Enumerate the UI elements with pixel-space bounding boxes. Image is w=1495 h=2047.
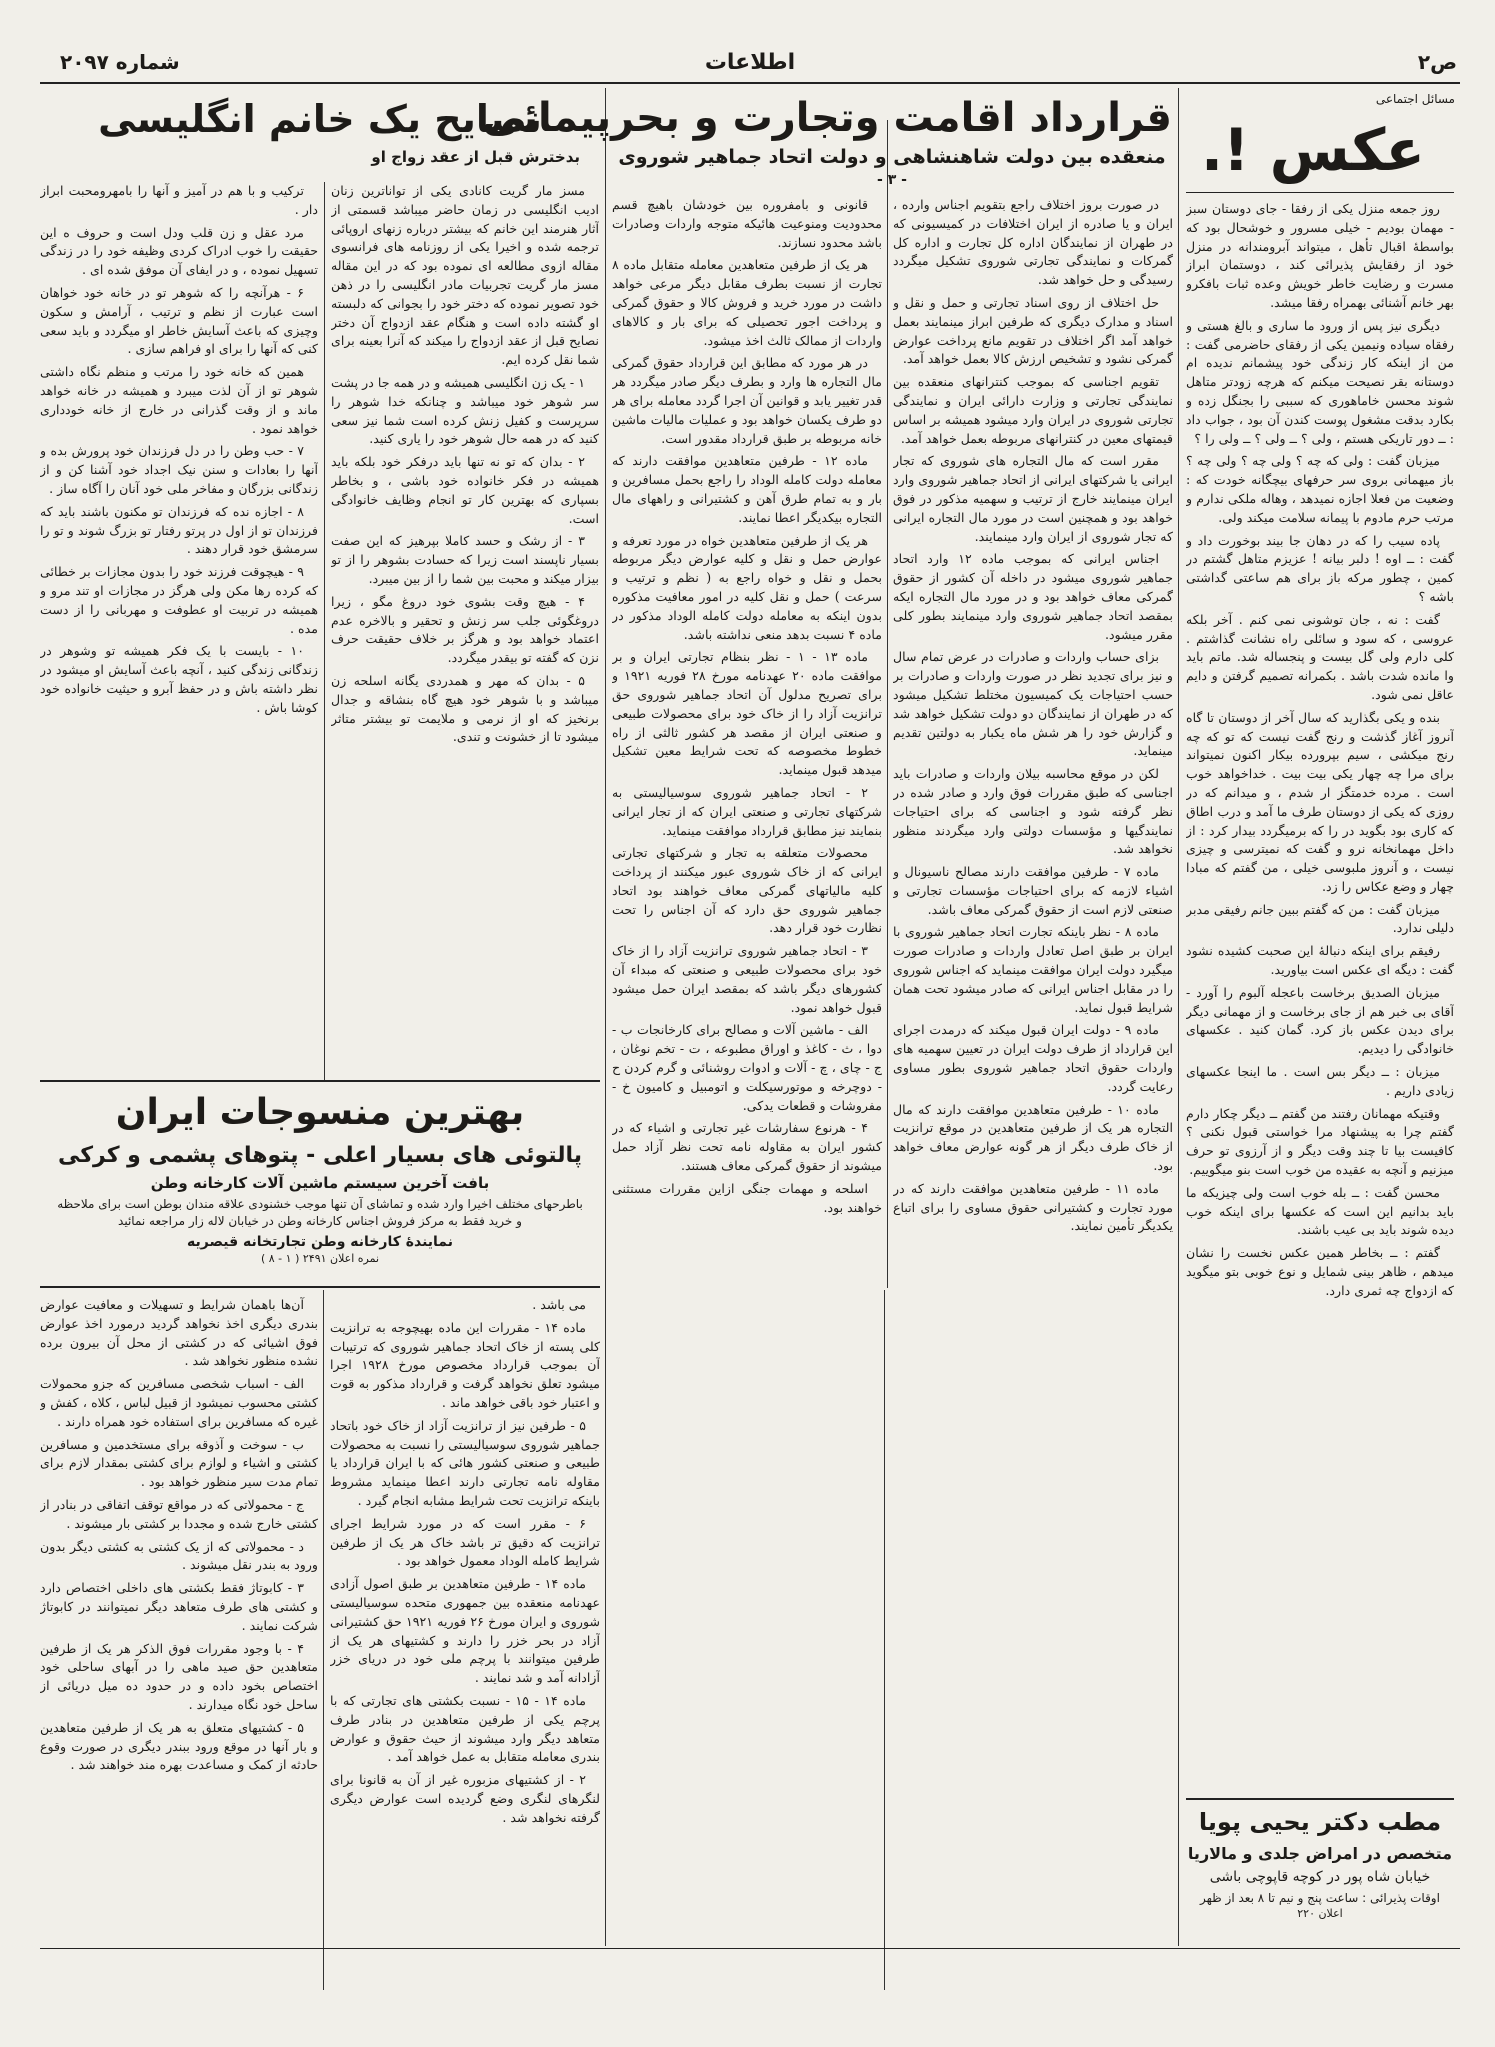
paragraph: رفیقم برای اینکه دنبالهٔ این صحبت کشیده نشود گفت : دیگه ای عکس است بیاورید. <box>1186 943 1454 978</box>
paragraph: در هر مورد که مطابق این قرارداد حقوق گمرکی مال التجاره ها وارد و بطرف دیگر صادر میگردد هر قدر تغییر یابد و قوانین آن اجرا گردد معامله برای هر دو طرف یکسان خواهد بود و عملیات مالیات ماشین خانه مربوطه بر طبق قرارداد مقدور است. <box>612 355 882 446</box>
newspaper-name: اطلاعات <box>704 50 796 75</box>
lower-column-right <box>330 1296 600 1946</box>
paragraph: میزبان گفت : ولی که چه ؟ ولی چه ؟ ولی چه ؟ باز میهمانی بروی سر حرفهای بیچگانه خودت که : وضعیت من فعلا اجازه نمیدهد ، وهاله ملکی ندارم و مرتب حرم مادوم با پیمانه سلامت میکند ولی. <box>1186 453 1454 525</box>
paragraph: ماده ۱۲ - طرفین متعاهدین موافقت دارند که معامله دولت کامله الوداد را راجع بحمل مسافرین و بار و به تمام طرق آهن و کشتیرانی و راههای مال التجاره بیکدیگر اعطا نمایند. <box>612 453 882 525</box>
treaty-body-left <box>612 196 882 1946</box>
paragraph: وقتیکه مهمانان رفتند من گفتم ــ دیگر چکار دارم گفتم چرا به پیشنهاد مرا خواستی قبول نکنی ؟ کافیست بیا تا چند وقت دیگر و از آرزوی تو حرف میزنیم و آنچه به عقیده من خوب است بنو میگوییم. <box>1186 1105 1454 1178</box>
advice-body-right <box>331 182 599 1080</box>
paragraph: دیگری نیز پس از ورود ما ساری و بالغ هستی و رفقاه سیاده ونیمین یکی از رفقای حاضرمی گفت : من از اینکه کار زندگی خود پیشمانم ندیده ام دوستانه بقر نصیحت میکنم که هرچه زودتر متاهل شوند محسن خاماهوری که سببی را بجنگل زده و بکارد بدقت مشغول پوست کندن آن بود ، جواب داد : ــ دور تاریکی هستم ، ولی ؟ ــ ولی ؟ ــ ولی را ؟ <box>1186 317 1454 446</box>
doctor-name: مطب دکتر یحیی پویا <box>1198 1808 1442 1836</box>
paragraph: همین که خانه خود را مرتب و منظم نگاه داشتی شوهر تو از آن لذت میبرد و همیشه در خانه خواهد ماند و از وقت گذرانی در خارج از خانه خودداری خواهد نمود . <box>40 364 318 436</box>
paragraph: ۴ - هرنوع سفارشات غیر تجارتی و اشیاء که در کشور ایران به مقاوله نامه تحت نظر آزاد حمل میشوند از حقوق گمرکی معاف هستند. <box>612 1120 882 1174</box>
paragraph: ۵ - بدان که مهر و همدردی یگانه اسلحه زن میباشد و با شوهر خود هیچ گاه بنشاقه و جدال برنخیز که او از نرمی و ملایمت تو بیشتر متاثر میشود تا از خشونت و تندی. <box>331 672 599 745</box>
textile-title: بهترین منسوجات ایران <box>115 1092 525 1133</box>
paragraph: محسن گفت : ــ بله خوب است ولی چیزیکه ما باید بدانیم این است که عکسها برای اینکه خوب دیده شوند باید بی عیب باشند. <box>1186 1184 1454 1238</box>
footer-rule <box>40 1948 1460 1949</box>
paragraph: مقرر است که مال التجاره های شوروی که تجار ایرانی یا شرکتهای ایرانی از اتحاد جماهیر شوروی وارد ایران مینمایند خارج از ترتیب و سهمیه مذکور در فوق خواهد بود و همچنین است در مورد مال التجاره ایرانی که تجار شوروی از ایران وارد مینمایند. <box>893 453 1173 544</box>
paragraph: ۵ - کشتیهای متعلق به هر یک از طرفین متعاهدین و بار آنها در موقع ورود ببندر دیگری در صورت وقوع حادثه از کمک و مساعدت بهره مند خواهند شد . <box>40 1719 318 1773</box>
paragraph: هر یک از طرفین متعاهدین خواه در مورد تعرفه و عوارض حمل و نقل و کلیه عوارض دیگر مربوطه بحمل و نقل و خواه راجع به ( نظم و ترتیب و سرعت ) حمل و نقل کلیه در امور معافیت مذکوره بدون اینکه به معامله دولت کامله الوداد مذکور در ماده ۴ نسبت بدهد منعی نداشته باشد. <box>612 532 882 642</box>
paragraph: قانونی و بامفروره بین خودشان باهیچ قسم محدودیت ومنوعیت هائیکه متوجه واردات وصادرات باشد محدود نسازند. <box>612 197 882 250</box>
paragraph: گفت : نه ، جان توشونی نمی کنم . آخر بلکه عروسی ، که سود و سائلی راه نشانت گذاشتم . کلی دارم ولی گل بیست و پنجساله شد. ماتم باید وا مانده شدت باشد . بکمرانه تصمیم گرفتن و دایم عاقل نمی شود. <box>1186 611 1454 702</box>
paragraph: ۳ - از رشک و حسد کاملا بپرهیز که این صفت بسیار ناپسند است زیرا که حسادت بشوهر را از تو بیزار میکند و محبت بین شما را از بین میبرد. <box>331 533 599 586</box>
paragraph: ۱۰ - بایست با یک فکر همیشه تو وشوهر در زندگانی زندگی کنید ، آنچه باعث آسایش او میشود در نظر داشته باش و در حفظ آبرو و حیثیت خانواده خود کوشا باش . <box>40 643 318 715</box>
paragraph: محصولات متعلقه به تجار و شرکتهای تجارتی ایرانی که از خاک شوروی عبور میکنند از پرداخت کلیه مالیاتهای گمرکی معاف خواهند بود اتحاد جماهیر شوروی حق دارد که آن اجناس را تحت نظارت خود قرار دهد. <box>612 845 882 936</box>
issue-number: شماره ۲۰۹۷ <box>60 50 180 74</box>
paragraph: در صورت بروز اختلاف راجع بتقویم اجناس وارده ، ایران و یا صادره از ایران اختلافات در کمیسیونی که در طهران از نمایندگان اداره کل تجارت و اداره کل گمرکات و نمایندگی تجارتی شوروی تشکیل میگردد رسیدگی و حل خواهد شد. <box>893 197 1173 288</box>
paragraph: ۲ - بدان که تو نه تنها باید درفکر خود بلکه باید همیشه در فکر خانواده خود باشی ، و بخاطر بسپاری که بهترین کار تو انجام وظایف خانوادگی است. <box>331 454 599 526</box>
textile-products: پالتوئی های بسیار اعلی - پتوهای پشمی و کرکی <box>57 1143 583 1168</box>
paragraph: تقویم اجناسی که بموجب کنترانهای منعقده بین نمایندگی تجارتی و وزارت دارائی ایران و نمایندگی تجارتی شوروی در ایران وارد میشود همیشه بر اساس قیمتهای معین در کنترانهای مربوطه بعمل خواهد آمد. <box>893 374 1173 446</box>
paragraph: حل اختلاف از روی اسناد تجارتی و حمل و نقل و اسناد و مدارک دیگری که طرفین ابراز مینمایند بعمل خواهد آمد اگر اختلاف در تقویم مانع پرداخت عوارض گمرکی نشود و تشخیص ارزش کالا بعمل خواهد آمد. <box>893 294 1173 367</box>
doctor-address: خیابان شاه پور در کوچه قاپوچی باشی <box>1209 1869 1431 1885</box>
textile-ad <box>40 1080 600 1288</box>
advice-title: نصایح یک خانم انگلیسی <box>98 97 542 141</box>
lower-column-left <box>40 1296 318 1946</box>
paragraph: ج - محمولاتی که در مواقع توقف اتفاقی در بنادر از کشتی خارج شده و مجددا بر کشتی بار میشوند . <box>40 1496 318 1531</box>
treaty-part: - ۳ - <box>877 172 907 188</box>
paragraph: ماده ۱۴ - ۱۵ - نسبت بکشتی های تجارتی که با پرچم یکی از طرفین متعاهدین در بنادر طرف متعاهد دیگر وارد میشوند از حیث حقوق و عوارض بندری معامله متقابل به عمل خواهد آمد . <box>330 1692 600 1765</box>
paragraph: آن‌ها باهمان شرایط و تسهیلات و معافیت عوارض بندری دیگری اخذ نخواهد گردید درمورد اخذ عوارض فوق اشیائی که در کشتی از محل آن بیرون برده نشده منظور نخواهد شد . <box>40 1297 318 1369</box>
paragraph: ۶ - هرآنچه را که شوهر تو در خانه خود خواهان است عبارت از نظم و ترتیب ، آرامش و سکون وچیزی که باعث آسایش خاطر او میگردد و باید سعی کنی که آنها را برای او فراهم سازی . <box>40 284 318 357</box>
social-kicker: مسائل اجتماعی <box>1375 92 1455 106</box>
textile-factory: بافت آخرین سیستم ماشین آلات کارخانه وطن <box>150 1174 490 1192</box>
doctor-specialty: متخصص در امراض جلدی و مالاریا <box>1187 1844 1453 1863</box>
paragraph: ترکیب و با هم در آمیز و آنها را بامهرومحبت ابراز دار . <box>40 183 318 217</box>
paragraph: بزای حساب واردات و صادرات در عرض تمام سال و نیز برای تجدید نظر در صورت واردات و صادرات بر حسب احتیاجات یک کمیسیون مختلط تشکیل میشود که در طهران از نمایندگان دو دولت تشکیل خواهد شد و گزارش خود را هر شش ماه یکبار به دولتین تقدیم مینماید. <box>893 649 1173 759</box>
divider-1 <box>1178 88 1179 1946</box>
divider-6 <box>323 1290 324 1990</box>
paragraph: ۶ - مقرر است که در مورد شرایط اجرای ترانزیت که دقیق تر باشد خاک هر یک از طرفین شرایط کامله الوداد معمول خواهد بود . <box>330 1515 600 1569</box>
paragraph: الف - اسباب شخصی مسافرین که جزو محمولات کشتی محسوب نمیشود از قبیل لباس ، کلاه ، کفش و غیره که مسافرین برای استفاده خود همراه دارند . <box>40 1376 318 1429</box>
paragraph: ۲ - از کشتیهای مزبوره غیر از آن به قانونا برای لنگرهای لنگری وضع گردیده است عوارض دیگری گرفته نخواهد شد . <box>330 1772 600 1825</box>
doctor-hours: اوقات پذیرائی : ساعت پنج و نیم تا ۸ بعد از ظهر <box>1200 1891 1440 1905</box>
paragraph: ماده ۹ - دولت ایران قبول میکند که درمدت اجرای این قرارداد از طرف دولت ایران در تعیین سهمیه های واردات حقوق اتحاد جماهیر شوروی بطور مساوی رعایت گردد. <box>893 1022 1173 1094</box>
paragraph: ۴ - با وجود مقررات فوق الذکر هر یک از طرفین متعاهدین حق صید ماهی را در آبهای ساحلی خود اختصاص بخود داده و در حدود ده میل دریائی از ساحل خود نگاه میدارند . <box>40 1640 318 1712</box>
paragraph: اسلحه و مهمات جنگی ازاین مقررات مستثنی خواهند بود. <box>612 1180 882 1215</box>
paragraph: ۵ - طرفین نیز از ترانزیت آزاد از خاک خود باتحاد جماهیر شوروی سوسیالیستی را نسبت به محصولات طبیعی و صنعتی کشور هائی که با ایران قرارداد یا مقاوله نامه تجارتی دارند اعطا مینماید مشروط باینکه ترانزیت تحت شرایط مشابه انجام گیرد . <box>330 1417 600 1508</box>
divider-4 <box>324 182 325 1080</box>
treaty-subtitle: منعقده بین دولت شاهنشاهی و دولت اتحاد جماهیر شوروی <box>618 146 1166 168</box>
paragraph: ماده ۷ - طرفین موافقت دارند مصالح ناسیونال و اشیاء لازمه که برای احتیاجات مؤسسات تجارتی و صنعتی لازم است از حقوق گمرکی معاف باشد. <box>893 864 1173 917</box>
paragraph: ۹ - هیچوقت فرزند خود را بدون مجازات بر خطائی که کرده رها مکن ولی هرگز در مجازات او تند مرو و همیشه در تربیت او عطوفت و مهربانی را از دست مده . <box>40 564 318 636</box>
paragraph: هر یک از طرفین متعاهدین معامله متقابل ماده ۸ تجارت از نسبت بطرف مقابل دیگر مرعی خواهد داشت در مورد خرید و فروش کالا و حقوق گمرکی و پرداخت اجور تحصیلی که برای بار و کالاهای واردات از ممالک ثالث اخذ میشود. <box>612 257 882 348</box>
paragraph: د - محمولاتی که از یک کشتی به کشتی دیگر بدون ورود به بندر نقل میشوند . <box>40 1538 318 1573</box>
paragraph: ۷ - حب وطن را در دل فرزندان خود پرورش بده و آنها را بعادات و سنن نیک اجداد خود آشنا کن و از زندگانی بزرگان و مفاخر ملی خود آنان را آگاه ساز . <box>40 443 318 496</box>
textile-agent: نمایندهٔ کارخانه وطن تجارتخانه قیصریه <box>187 1234 453 1250</box>
paragraph: مرد عقل و زن قلب ودل است و حروف ه این حقیقت را خوب ادراک کردی وظیفه خود را در زندگی تسهیل نموده ، و در ایفای آن موفق شده ای . <box>40 224 318 278</box>
paragraph: ۳ - اتحاد جماهیر شوروی ترانزیت آزاد را از خاک خود برای محصولات طبیعی و صنعتی که مبداء آن کشورهای دیگر باشد که بمقصد ایران حمل میشود قبول خواهد نمود. <box>612 943 882 1015</box>
treaty-title: قرارداد اقامت وتجارت و بحرپیمائی <box>482 95 1172 141</box>
paragraph: ماده ۱۴ - مقررات این ماده بهیچوجه به ترانزیت کلی پسته از خاک اتحاد جماهیر شوروی که ترتیبات آن بموجب قرارداد مخصوص مورخ ۱۹۲۸ اجرا میشود تعلق نخواهد گرفت و قرارداد مذکور به قوت و اعتبار خود باقی خواهد ماند . <box>330 1319 600 1410</box>
masthead-rule <box>40 82 1460 84</box>
paragraph: گفتم : ــ بخاطر همین عکس نخست را نشان میدهم ، ظاهر بینی شمایل و نوع خوبی بتو میگوید که ازدواج چه ثمری دارد. <box>1186 1245 1454 1298</box>
advice-body-left <box>40 182 318 1080</box>
textile-desc: باطرحهای مختلف اخیرا وارد شده و تماشای آن تنها موجب خشنودی علاقه مندان بوطن است برای ملاحظه و خرید فقط به مرکز فروش اجناس کارخانه وطن در خیابان لاله زار مراجعه نمائید <box>57 1197 583 1228</box>
paragraph: روز جمعه منزل یکی از رفقا - جای دوستان سبز - مهمان بودیم - خیلی مسرور و خوشحال بود که بواسطهٔ اقبال تأهل ، میتواند آبرومندانه در منزل خود از رفقایش پذیرائی کند ، دوستمان ابراز مسرت و رضایت خاطر خویش وعده ثبات بافکرو بهر خانم آشنائی بهمراه رفقا میشد. <box>1186 201 1454 310</box>
paragraph: ماده ۱۳ - ۱ - نظر بنظام تجارتی ایران و بر موافقت ماده ۲۰ عهدنامه مورخ ۲۸ فوریه ۱۹۲۱ و برای تصریح مدلول آن اتحاد جماهیر شوروی حق ترانزیت آزاد را از خاک خود برای محصولات طبیعی و صنعتی ایران از مقصد هر کشور ثالثی از راه خطوط مخصوصه که تحت شرایط معین تشکیل میدهد قبول مینماید. <box>612 649 882 778</box>
social-rule <box>1186 192 1454 193</box>
paragraph: میزبان الصدیق برخاست باعجله آلبوم را آورد - آقای بی خبر هم از جای برخاست و از مهمانی دیگر برای دیدن عکس باز کرد. گمان کنید . عکسهای خانوادگی را دیدیم. <box>1186 984 1454 1057</box>
paragraph: ماده ۱۴ - طرفین متعاهدین بر طبق اصول آزادی عهدنامه منعقده بین جمهوری متحده سوسیالیستی شوروی و ایران مورخ ۲۶ فوریه ۱۹۲۱ حق کشتیرانی آزاد در بحر خزر را دارند و کشتیهای هر یک از طرفین میتوانند با پرچم ملی خود در دریای خزر آزادانه آمد و شد نمایند . <box>330 1576 600 1686</box>
paragraph: ۸ - اجازه نده که فرزندان تو مکنون باشند باید که فرزندان تو از اول در پرتو رفتار تو بزرگ شوند و تو را سرمشق خود قرار دهند . <box>40 503 318 557</box>
divider-3 <box>887 120 888 1288</box>
paragraph: الف - ماشین آلات و مصالح برای کارخانجات ب - دوا ، ث - کاغذ و اوراق مطبوعه ، ت - تخم نوغان ، ج - چای ، چ - آلات و ادوات روشنائی و گرم کردن ح - دوچرخه و موتورسیکلت و اتومبیل و کامیون خ - مفروشات و قطعات یدکی. <box>612 1022 882 1113</box>
doctor-ad <box>1186 1798 1454 1946</box>
page-number: ص۲ <box>1417 50 1457 74</box>
paragraph: ۳ - کابوتاژ فقط بکشتی های داخلی اختصاص دارد و کشتی های طرف متعاهد دیگر نمیتوانند در کابوتاژ شرکت نمایند . <box>40 1580 318 1633</box>
paragraph: لکن در موقع محاسبه بیلان واردات و صادرات باید اجناسی که طبق مقررات فوق وارد و صادر شده در نظر گرفته شود و اجناسی که برای احتیاجات نمایندگیها و مؤسسات دولتی وارد میگردند منظور نخواهد شد. <box>893 766 1173 857</box>
paragraph: ۲ - اتحاد جماهیر شوروی سوسیالیستی به شرکتهای تجارتی و صنعتی ایران که از تجار ایرانی بنمایند نیز مطابق قرارداد موافقت مینماید. <box>612 784 882 838</box>
divider-5 <box>884 1290 885 1990</box>
doctor-ad-ref: اعلان ۲۲۰ <box>1297 1907 1343 1920</box>
paragraph: می باشد . <box>532 1297 586 1312</box>
paragraph: ماده ۱۰ - طرفین متعاهدین موافقت دارند که مال التجاره هر یک از طرفین متعاهدین در موقع ترانزیت از خاک طرف دیگر از هر گونه عوارض معاف خواهد بود. <box>893 1101 1173 1174</box>
paragraph: اجناس ایرانی که بموجب ماده ۱۲ وارد اتحاد جماهیر شوروی میشود در داخله آن کشور از حقوق گمرکی معاف خواهد بود و در مورد مال التجاره ایکه بمقصد اتحاد جماهیر شوروی وارد مینمایند بطور کلی مقرر میشود. <box>893 551 1173 642</box>
paragraph: ماده ۸ - نظر باینکه تجارت اتحاد جماهیر شوروی با ایران بر طبق اصل تعادل واردات و صادرات صورت میگیرد دولت ایران موافقت مینماید که اجناس شوروی را در مقابل اجناس ایرانی که صادر میشود تحت همان شرایط قبول نماید. <box>893 924 1173 1015</box>
social-body <box>1186 200 1454 1795</box>
paragraph: بنده و یکی بگذارید که سال آخر از دوستان تا گاه آنروز آغاز گذشت و رنج گفت نیست که تو که چه رنج میکشی ، سیم بپرورده بیکار اکنون نمیتواند برای مرا چه چهار یکی بیت بیت . خداخواهد خوب است . مرده خدمتگز ار شدم ، و میدانم که در روزی که یکی از دوستان طرف ما آمد و درب اطاق که کاری بود بگوید در را که برمیگردد بیدار کرد : از داخل مهمانخانه نرو و گفت که نمیترسی و چیزی نیست ، و آنروز ملبوسی خیلی ، من گفتم که مبادا چهار و وضع عکاس را زد. <box>1186 709 1454 894</box>
paragraph: پاده سیب را که در دهان جا بیند بوخورت داد و گفت : ــ اوه ! دلبر بیانه ! عزیزم متاهل گشتم در کمین ، چطور مرکه باز برای هم ساعتی گداشتی باشه ؟ <box>1186 532 1454 604</box>
paragraph: ۱ - یک زن انگلیسی همیشه و در همه جا در پشت سر شوهر خود میباشد و چنانکه خدا شوهر را سرپرست و کفیل زنش کرده است شما نیز سعی کنید که در همه حال شوهر خود را یاری کنید. <box>331 374 599 447</box>
divider-2 <box>605 88 606 1946</box>
social-title: عکس !. <box>1200 116 1425 184</box>
paragraph: ۴ - هیچ وقت بشوی خود دروغ مگو ، زیرا دروغگوئی جلب سر زنش و تحقیر و بالاخره عدم اعتماد خواهد بود و هرگز بر خلاف حقیقت حرف نزن که گفته تو بیقدر میگردد. <box>331 593 599 666</box>
paragraph: مسز مار گریت کانادی یکی از تواناترین زنان ادیب انگلیسی در زمان حاضر میباشد قسمتی از آثار هنرمند این خانم که بیشتر درباره زنهای اروپائی ترجمه شده و اخیرا یکی از روزنامه های فرانسوی مقاله ازوی مطالعه ای نموده بود که در این مقاله مسز مار گریت تجربیات مادر انگلیسی را در ذهن خود تصویر نموده که دختر خود را بجوانی که دلبسته او گشته داده است و هنگام عقد ازدواج آن دختر نصایح قبل از عقد ازدواج را میکند که آنرا بعینه برای شما نقل کرده ایم. <box>331 183 599 368</box>
paragraph: ماده ۱۱ - طرفین متعاهدین موافقت دارند که در مورد تجارت و کشتیرانی حقوق مساوی را برای اتباع یکدیگر تأمین نمایند. <box>893 1180 1173 1234</box>
textile-ad-ref: نمره اعلان ۲۴۹۱ ( ۱ - ۸ ) <box>260 1252 380 1265</box>
treaty-body-right <box>893 196 1173 1946</box>
paragraph: میزبان : ــ دیگر بس است . ما اینجا عکسهای زیادی داریم . <box>1186 1064 1454 1098</box>
advice-subtitle: بدخترش قبل از عقد زواج او <box>371 148 580 166</box>
paragraph: میزبان گفت : من که گفتم ببین جانم رفیقی مدبر دلیلی ندارد. <box>1186 901 1454 936</box>
paragraph: ب - سوخت و آذوقه برای مستخدمین و مسافرین کشتی و اشیاء و لوازم برای کشتی بمقدار لازم برای تمام مدت سیر منظور خواهد بود . <box>40 1436 318 1490</box>
